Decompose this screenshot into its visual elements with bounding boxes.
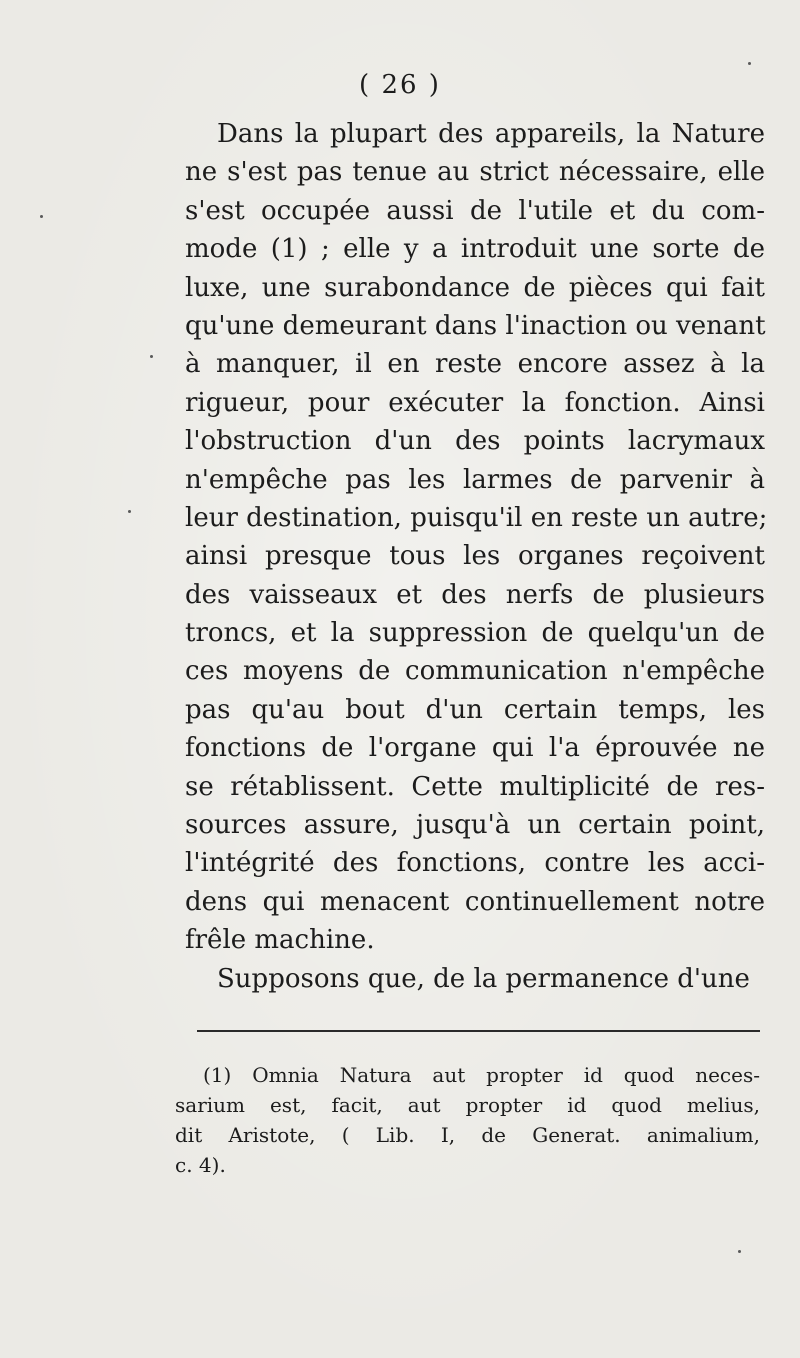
footnote-line: c. 4). [175, 1153, 226, 1177]
body-line: luxe, une surabondance de pièces qui fait [185, 272, 765, 303]
paper-speck [150, 355, 153, 358]
body-line: se rétablissent. Cette multiplicité de res- [185, 771, 765, 802]
body-line: ne s'est pas tenue au strict nécessaire, elle [185, 157, 765, 188]
body-line: l'intégrité des fonctions, contre les acci- [185, 848, 765, 879]
body-line: mode (1) ; elle y a introduit une sorte de [185, 234, 765, 265]
body-line: sources assure, jusqu'à un certain point, [185, 810, 765, 841]
body-line: rigueur, pour exécuter la fonction. Ainsi [185, 387, 765, 418]
footnote-divider [197, 1030, 760, 1032]
footnote-line: sarium est, facit, aut propter id quod melius, [175, 1093, 760, 1117]
body-line: frêle machine. [185, 925, 375, 956]
body-line: Supposons que, de la permanence d'une [217, 963, 750, 994]
body-line: ainsi presque tous les organes reçoivent [185, 541, 765, 572]
paper-speck [738, 1250, 741, 1253]
body-line: qu'une demeurant dans l'inaction ou venant [185, 310, 766, 341]
paper-speck [748, 62, 751, 65]
body-line: dens qui menacent continuellement notre [185, 886, 765, 917]
footnote [175, 1060, 760, 1180]
paper-speck [128, 510, 131, 513]
body-line: fonctions de l'organe qui l'a éprouvée ne [185, 733, 765, 764]
body-line: à manquer, il en reste encore assez à la [185, 349, 765, 380]
body-text [185, 115, 768, 998]
body-line: leur destination, puisqu'il en reste un autre; [185, 502, 768, 533]
body-line: troncs, et la suppression de quelqu'un de [185, 618, 765, 649]
body-line: n'empêche pas les larmes de parvenir à [185, 464, 765, 495]
body-line: Dans la plupart des appareils, la Nature [217, 119, 765, 149]
paper-speck [40, 215, 43, 218]
body-line: l'obstruction d'un des points lacrymaux [185, 426, 765, 457]
body-line: s'est occupée aussi de l'utile et du com- [185, 195, 765, 226]
body-line: des vaisseaux et des nerfs de plusieurs [185, 579, 765, 610]
footnote-line: dit Aristote, ( Lib. I, de Generat. animalium, [175, 1123, 760, 1147]
page-number: ( 26 ) [359, 70, 441, 100]
body-line: ces moyens de communication n'empêche [185, 656, 765, 687]
body-line: pas qu'au bout d'un certain temps, les [185, 694, 765, 725]
footnote-line: (1) Omnia Natura aut propter id quod neces- [203, 1063, 760, 1087]
